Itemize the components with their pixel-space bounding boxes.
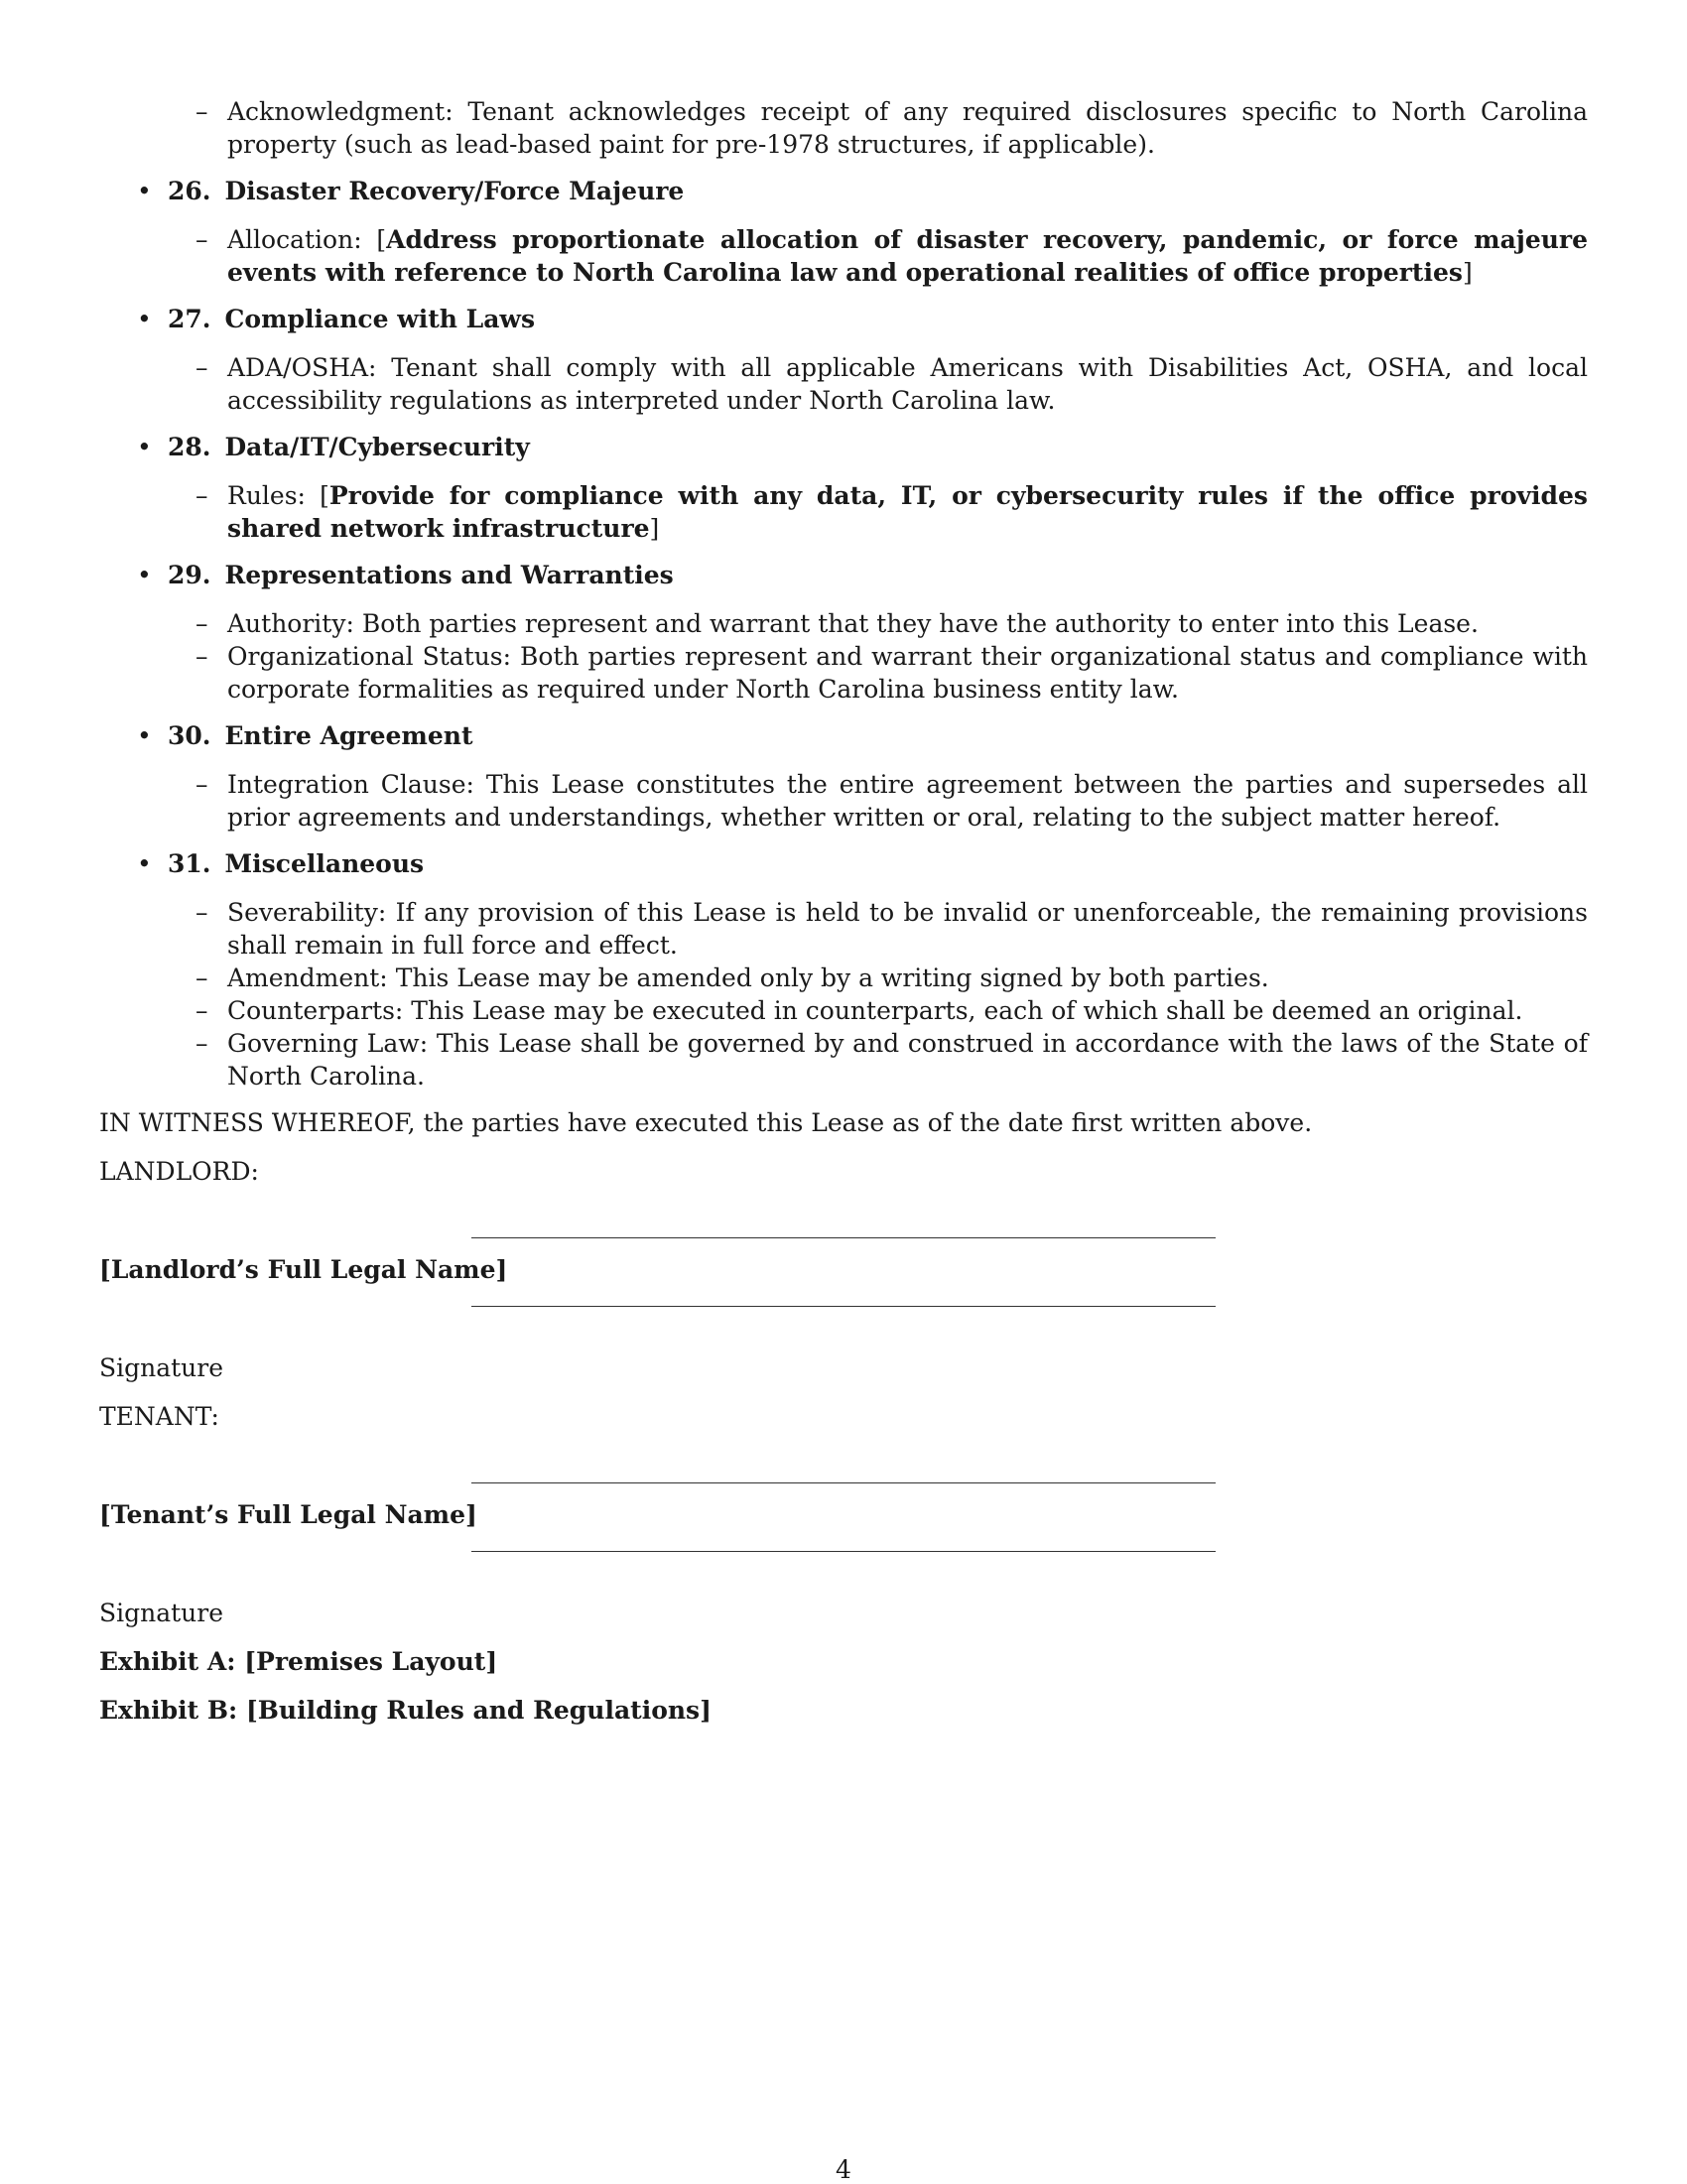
item-label: Amendment: (227, 964, 388, 992)
section-title: Data/IT/Cybersecurity (224, 433, 530, 461)
list-item (195, 95, 1588, 161)
exhibit-value: [Premises Layout] (244, 1647, 498, 1676)
section-heading (99, 719, 1588, 752)
section-title: Disaster Recovery/Force Majeure (224, 177, 685, 205)
landlord-name: [Landlord’s Full Legal Name] (99, 1255, 508, 1284)
exhibit-a (99, 1645, 1588, 1678)
item-text: This Lease may be executed in counterparts, each of which shall be deemed an original. (411, 996, 1523, 1025)
section-heading (99, 559, 1588, 591)
witness-statement: IN WITNESS WHEREOF, the parties have executed this Lease as of the date first written above. (99, 1108, 1313, 1137)
section-title: Compliance with Laws (224, 305, 536, 333)
dash-marker: – (195, 996, 208, 1025)
dash-marker: – (195, 481, 208, 510)
section-items (99, 607, 1588, 706)
section-number: 28. (168, 433, 211, 461)
item-text: This Lease constitutes the entire agreement between the parties and supersedes all prior agreements and understandings, whether written or oral, relating to the subject matter hereof. (227, 770, 1589, 832)
dash-marker: – (195, 353, 208, 382)
bullet-marker: • (137, 721, 152, 750)
item-label: Counterparts: (227, 996, 404, 1025)
item-text: Both parties represent and warrant their organizational status and compliance with corporate formalities as required under North Carolina business entity law. (227, 642, 1589, 704)
section-title: Miscellaneous (224, 849, 425, 878)
list-item (195, 962, 1588, 994)
dash-marker: – (195, 97, 208, 126)
item-text: If any provision of this Lease is held to be invalid or unenforceable, the remaining provisions shall remain in full force and effect. (227, 898, 1588, 960)
section-title: Representations and Warranties (224, 561, 674, 589)
landlord-heading: LANDLORD: (99, 1157, 259, 1186)
dash-marker: – (195, 1029, 208, 1058)
signature-line (471, 1306, 1216, 1307)
section-items (99, 223, 1588, 289)
exhibit-b (99, 1694, 1588, 1727)
dash-marker: – (195, 898, 208, 927)
section-title: Entire Agreement (224, 721, 473, 750)
signature-line (471, 1482, 1216, 1483)
item-text: Both parties represent and warrant that they have the authority to enter into this Lease. (361, 609, 1479, 638)
page-number: 4 (836, 2155, 851, 2184)
item-label: Rules: (227, 481, 306, 510)
list-item (195, 1027, 1588, 1092)
item-label: Governing Law: (227, 1029, 429, 1058)
tenant-name: [Tenant’s Full Legal Name] (99, 1500, 477, 1529)
item-label: ADA/OSHA: (227, 353, 377, 382)
section-number: 30. (168, 721, 211, 750)
section-heading (99, 303, 1588, 335)
item-label: Severability: (227, 898, 387, 927)
exhibit-value: [Building Rules and Regulations] (245, 1696, 712, 1725)
exhibit-label: Exhibit B: (99, 1696, 238, 1725)
dash-marker: – (195, 225, 208, 254)
item-label: Acknowledgment: (227, 97, 454, 126)
bullet-marker: • (137, 849, 152, 878)
list-item (195, 896, 1588, 962)
list-item: – Allocation: [Address proportionate allocation of disaster recovery, pandemic, or force majeure events with reference to North Carolina law and operational realities of office properties] (195, 225, 1589, 287)
tenant-heading: TENANT: (99, 1402, 219, 1431)
list-item (195, 640, 1589, 706)
dash-marker: – (195, 770, 208, 799)
signature-line (471, 1237, 1216, 1238)
section-items (99, 479, 1588, 545)
item-label: Authority: (227, 609, 354, 638)
item-text: This Lease shall be governed by and construed in accordance with the laws of the State of North Carolina. (227, 1029, 1588, 1091)
section-items (99, 351, 1588, 417)
placeholder-text: Provide for compliance with any data, IT, or cybersecurity rules if the office provides shared network infrastructure (227, 481, 1588, 543)
intro-list (99, 95, 1588, 161)
section-number: 27. (168, 305, 211, 333)
list-item (195, 607, 1588, 640)
bullet-marker: • (137, 561, 152, 589)
signature-line (471, 1551, 1216, 1552)
section-number: 31. (168, 849, 211, 878)
dash-marker: – (195, 964, 208, 992)
landlord-signature-line-block (99, 1302, 1588, 1351)
list-item: – Rules: [Provide for compliance with any data, IT, or cybersecurity rules if the office provides shared network infrastructure] (195, 481, 1588, 543)
list-item (195, 768, 1589, 834)
landlord-name-line-block (99, 1204, 1588, 1253)
section-heading (99, 847, 1588, 880)
section-items (99, 768, 1588, 834)
item-label: Allocation: (227, 225, 362, 254)
tenant-name-line-block (99, 1449, 1588, 1498)
section-number: 26. (168, 177, 211, 205)
bullet-marker: • (137, 177, 152, 205)
list-item (195, 351, 1588, 417)
tenant-signature-label: Signature (99, 1599, 224, 1627)
section-heading (99, 431, 1588, 463)
exhibit-label: Exhibit A: (99, 1647, 236, 1676)
document-page (99, 95, 1588, 1742)
item-text: Tenant shall comply with all applicable Americans with Disabilities Act, OSHA, and local accessibility regulations as interpreted under North Carolina law. (227, 353, 1588, 415)
section-heading (99, 175, 1588, 207)
list-item (195, 994, 1588, 1027)
landlord-signature-label: Signature (99, 1353, 224, 1382)
dash-marker: – (195, 609, 208, 638)
bullet-marker: • (137, 305, 152, 333)
tenant-signature-line-block (99, 1547, 1588, 1597)
section-items (99, 896, 1588, 1092)
item-label: Integration Clause: (227, 770, 474, 799)
placeholder-text: Address proportionate allocation of disaster recovery, pandemic, or force majeure events with reference to North Carolina law and operational realities of office properties (227, 225, 1589, 287)
item-label: Organizational Status: (227, 642, 512, 671)
section-number: 29. (168, 561, 211, 589)
item-text: Tenant acknowledges receipt of any required disclosures specific to North Carolina property (such as lead-based paint for pre-1978 structures, if applicable). (227, 97, 1588, 159)
item-text: This Lease may be amended only by a writing signed by both parties. (395, 964, 1269, 992)
dash-marker: – (195, 642, 208, 671)
bullet-marker: • (137, 433, 152, 461)
